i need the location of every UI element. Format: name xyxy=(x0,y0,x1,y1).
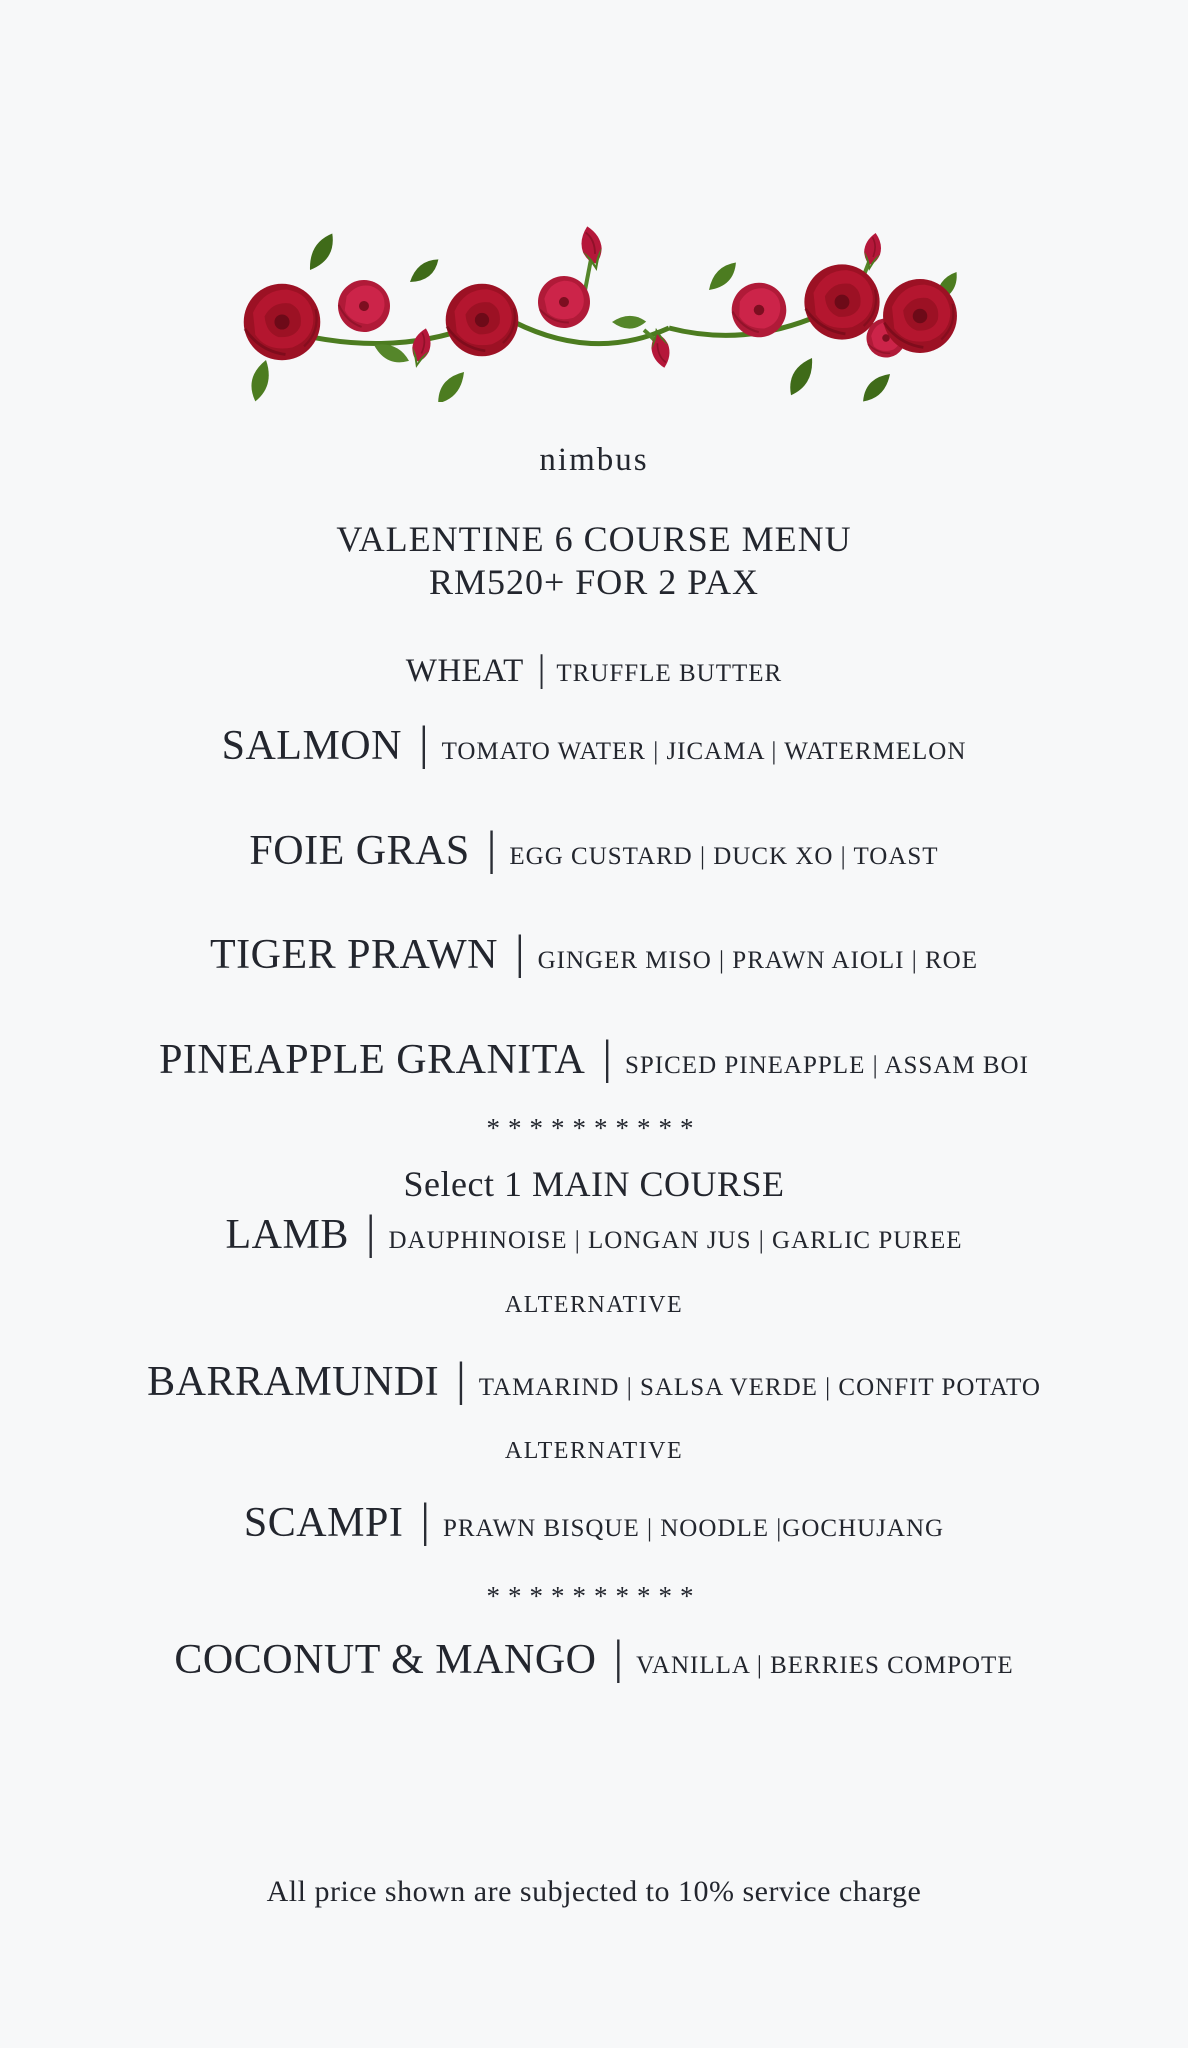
course-separator: | xyxy=(420,1494,430,1547)
menu-title-line2: RM520+ FOR 2 PAX xyxy=(428,562,760,602)
course-detail: TOMATO WATER | JICAMA | WATERMELON xyxy=(441,738,967,765)
course-separator: | xyxy=(613,1631,624,1684)
course-name: WHEAT xyxy=(405,653,524,689)
course-name: FOIE GRAS xyxy=(249,828,470,874)
course-row-tiger-prawn xyxy=(0,927,1188,980)
course-separator: | xyxy=(456,1353,466,1406)
course-name: COCONUT & MANGO xyxy=(174,1637,597,1683)
stars-divider: ********** xyxy=(486,1581,702,1611)
course-row-wheat xyxy=(0,649,1188,691)
course-separator: | xyxy=(602,1031,612,1084)
course-row-coconut-mango xyxy=(0,1632,1188,1685)
service-charge-note: All price shown are subjected to 10% service charge xyxy=(266,1875,922,1908)
course-detail: TAMARIND | SALSA VERDE | CONFIT POTATO xyxy=(478,1374,1041,1401)
course-separator: | xyxy=(418,717,429,770)
course-separator: | xyxy=(537,648,546,690)
rose-garland-icon xyxy=(214,210,962,402)
course-name: BARRAMUNDI xyxy=(147,1359,440,1405)
main-course-heading: Select 1 MAIN COURSE xyxy=(403,1164,785,1204)
alternative-label: ALTERNATIVE xyxy=(504,1292,684,1318)
stars-divider: ********** xyxy=(486,1113,702,1143)
course-name: SALMON xyxy=(221,723,402,769)
course-row-foie-gras xyxy=(0,823,1188,876)
course-row-pineapple-granita xyxy=(0,1032,1188,1085)
brand-name: nimbus xyxy=(539,442,649,478)
menu-title xyxy=(0,518,1188,604)
course-name: TIGER PRAWN xyxy=(210,932,498,978)
main-option-row-lamb xyxy=(0,1207,1188,1260)
course-detail: TRUFFLE BUTTER xyxy=(556,660,783,687)
course-detail: PRAWN BISQUE | NOODLE |GOCHUJANG xyxy=(442,1515,945,1542)
course-separator: | xyxy=(514,926,525,979)
course-detail: DAUPHINOISE | LONGAN JUS | GARLIC PUREE xyxy=(388,1227,963,1254)
course-row-salmon xyxy=(0,718,1188,771)
alternative-label: ALTERNATIVE xyxy=(504,1438,684,1464)
menu-title-line1: VALENTINE 6 COURSE MENU xyxy=(336,519,852,559)
course-name: LAMB xyxy=(225,1212,349,1258)
course-detail: SPICED PINEAPPLE | ASSAM BOI xyxy=(625,1052,1029,1079)
course-name: PINEAPPLE GRANITA xyxy=(159,1037,586,1083)
course-detail: EGG CUSTARD | DUCK XO | TOAST xyxy=(509,843,939,870)
course-detail: VANILLA | BERRIES COMPOTE xyxy=(636,1652,1014,1679)
main-option-row-scampi xyxy=(0,1495,1188,1548)
main-option-row-barramundi xyxy=(0,1354,1188,1407)
course-separator: | xyxy=(486,822,497,875)
course-name: SCAMPI xyxy=(243,1500,404,1546)
course-separator: | xyxy=(365,1206,376,1259)
course-detail: GINGER MISO | PRAWN AIOLI | ROE xyxy=(537,947,978,974)
